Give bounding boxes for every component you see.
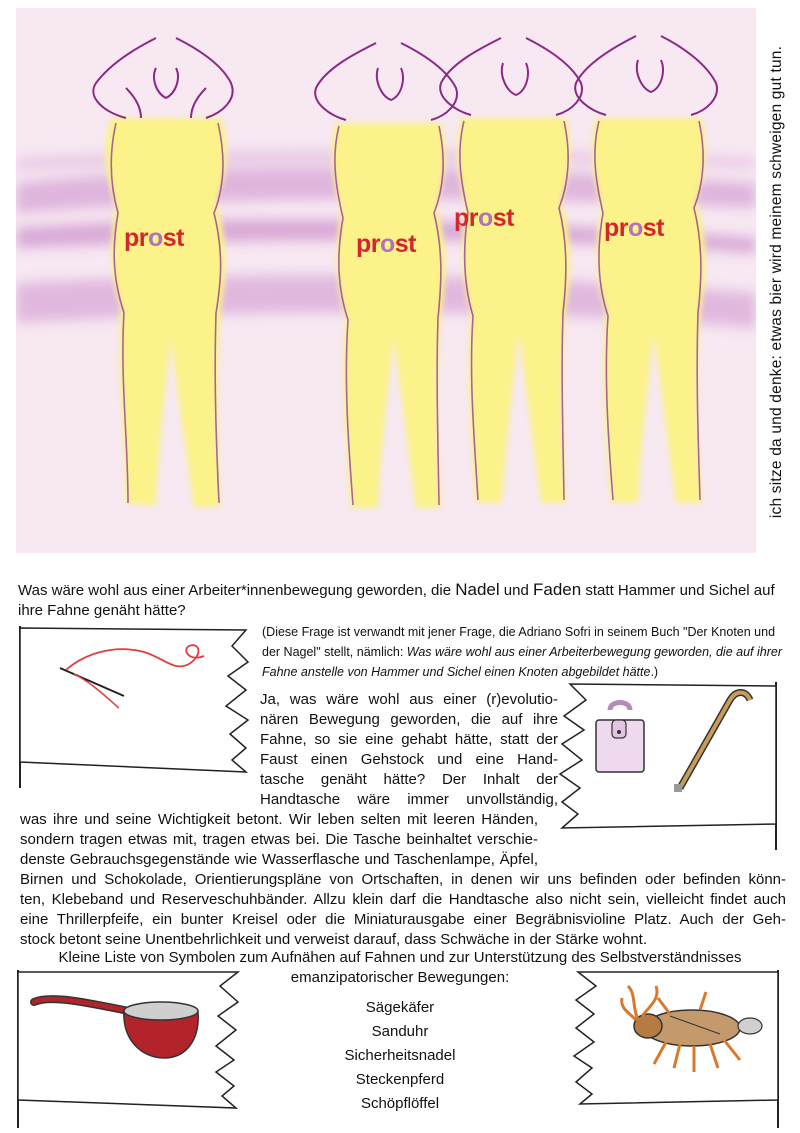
list-item: Sanduhr [371,1023,429,1040]
list-item: Schöpflöffel [360,1095,440,1112]
prost-label-1: prost [124,224,185,252]
symbol-list [300,996,500,1116]
flag-ladle [12,968,252,1130]
flag-beetle [570,968,790,1130]
dancers-drawing [16,8,756,553]
word-nadel: Nadel [455,580,500,599]
body-lines-mid: was ihre und seine Wichtigkeit betont. Wir leben selten mit leeren Händen, sondern tragen etwas mit, tragen etwas bei. Die Tasche beinhaltet verschie- denste Gebrauchsgegenstände wie Wasserflasche und Taschenlampe, Äpfel, [20,811,538,868]
body-lines-full: Birnen und Schokolade, Orientierungspläne von Ortschaften, in denen wir uns befinden oder befinden könn- ten, Klebeband und Reserveschuhbänder. Allzu klein darf die Handtasche also nicht sein, vielleicht findet auch eine Thrillerpfeife, ein bunter Kreisel oder die Miniaturausgabe einer Begräbnisviolinе Platz. Auch der Geh- stock betont seine Unentbehrlichkeit und verweist darauf, dass Schwäche in der Stärke wohnt. [20,871,786,948]
list-item: Steckenpferd [355,1071,445,1088]
vertical-quote [762,12,792,552]
list-item: Sicherheitsnadel [344,1047,456,1064]
list-heading: Kleine Liste von Symbolen zum Aufnähen auf Fahnen und zur Unterstützung des Selbstverständnisses emanzipatorischer Bewegungen: [58,949,742,986]
vertical-quote-text: ich sitze da und denke: etwas bier wird meinem schweigen gut tun. [768,45,785,519]
figure-3 [440,38,582,503]
intro-question: Was wäre wohl aus einer Arbeiter*innenbewegung geworden, die Nadel und Faden statt Hammer und Sichel auf ihre Fahne genäht hätte? [18,580,775,619]
body-lines-narrow: Ja, was wäre wohl aus einer (r)evolutio- nären Bewegung geworden, die auf ihre Fahne, so sie eine gehabt hätte, statt der Faust einen Gehstock und eine Hand- tasche genäht hätte? Der Inhalt der Handtasche wäre immer unvollständig, [260,691,558,808]
figure-4 [575,36,717,503]
body-text [20,690,786,950]
prost-label-2: prost [356,230,417,258]
word-faden: Faden [533,580,582,599]
list-item: Sägekäfer [365,999,435,1016]
sofri-note: (Diese Frage ist verwandt mit jener Frage, die Adriano Sofri in seinem Buch "Der Knoten und der Nagel" stellt, nämlich: Was wäre wohl aus einer Arbeiterbewegung geworden, die auf ihrer Fahne anstelle von Hammer und Sichel einen Knoten abgebildet hätte.) [262,625,782,679]
figure-1 [93,38,232,508]
illustration [16,8,756,553]
prost-label-3: prost [454,204,515,232]
prost-label-4: prost [604,214,665,242]
sofri-quote: Was wäre wohl aus einer Arbeiterbewegung geworden, die auf ihrer Fahne anstelle von Hammer und Sichel einen Knoten abgebildet hätte [262,645,782,679]
